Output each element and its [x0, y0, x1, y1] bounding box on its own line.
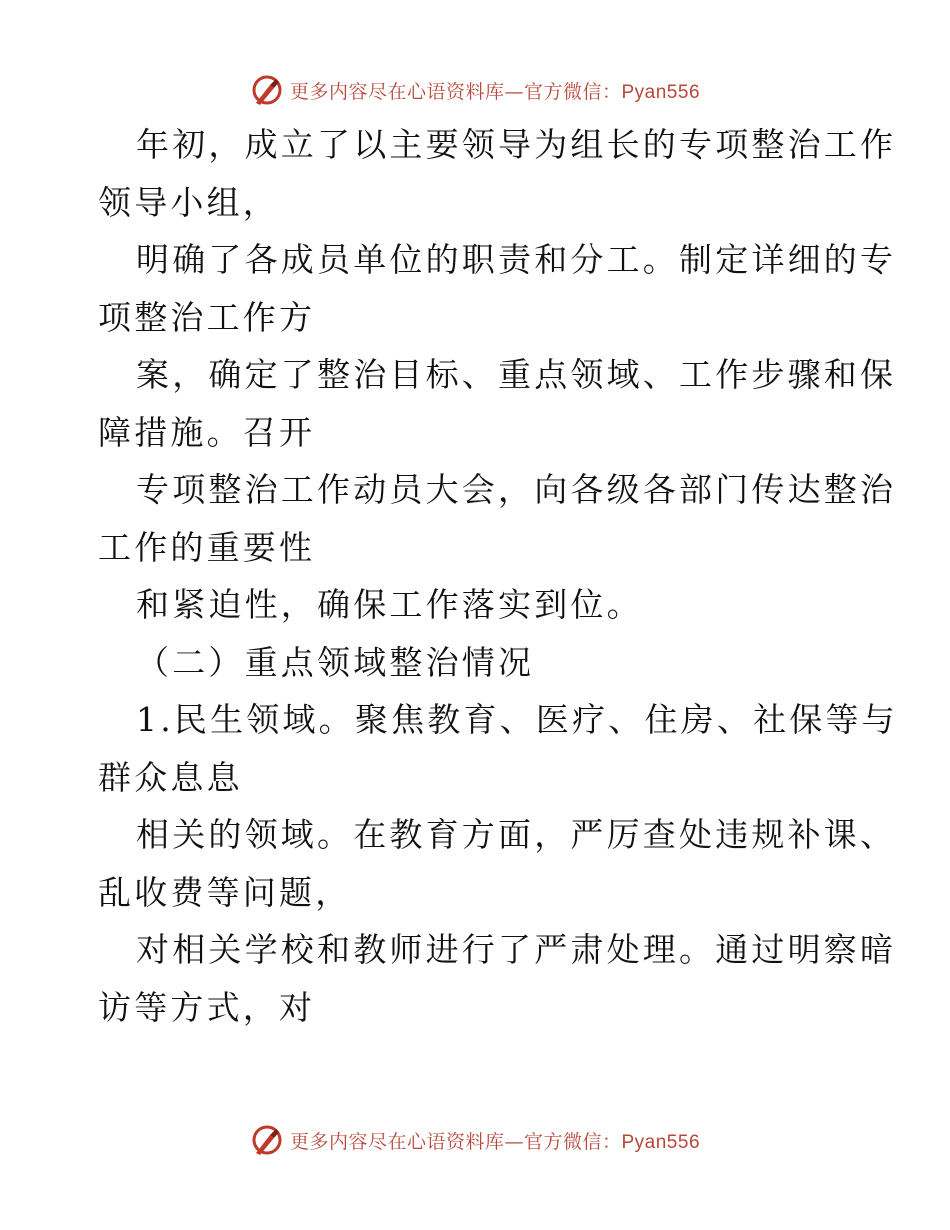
watermark-wechat: Pyan556: [621, 1131, 701, 1153]
watermark-main: 更多内容尽在心语资料库—官方微信：: [289, 1130, 622, 1153]
header-watermark: [0, 72, 950, 108]
text-line: 1.民生领域。聚焦教育、医疗、住房、社保等与: [136, 700, 898, 739]
document-body: [98, 116, 898, 1036]
text-line: 工作的重要性: [98, 527, 316, 567]
section-heading: （二）重点领域整治情况: [136, 642, 535, 682]
text-line: 访等方式，对: [98, 987, 316, 1027]
watermark-wechat: Pyan556: [621, 81, 701, 103]
watermark-text: [290, 77, 700, 104]
pen-logo-icon: [250, 1123, 284, 1157]
text-line: 案，确定了整治目标、重点领域、工作步骤和保: [136, 355, 897, 394]
watermark-main: 更多内容尽在心语资料库—官方微信：: [289, 80, 622, 103]
text-line: 对相关学校和教师进行了严肃处理。通过明察暗: [136, 930, 897, 969]
text-line: 乱收费等问题，: [98, 872, 352, 912]
pen-logo-icon: [250, 73, 284, 107]
text-line: 年初，成立了以主要领导为组长的专项整治工作: [136, 125, 897, 164]
text-line: 群众息息: [98, 757, 243, 797]
watermark-text: [290, 1127, 700, 1154]
text-line: 领导小组，: [98, 182, 279, 222]
footer-watermark: [0, 1122, 950, 1158]
text-line: 专项整治工作动员大会，向各级各部门传达整治: [136, 470, 897, 509]
text-line: 相关的领域。在教育方面，严厉查处违规补课、: [136, 815, 897, 854]
text-line: 障措施。召开: [98, 412, 316, 452]
text-line: 明确了各成员单位的职责和分工。制定详细的专: [136, 240, 897, 279]
text-line: 和紧迫性，确保工作落实到位。: [136, 585, 643, 624]
text-line: 项整治工作方: [98, 297, 316, 337]
